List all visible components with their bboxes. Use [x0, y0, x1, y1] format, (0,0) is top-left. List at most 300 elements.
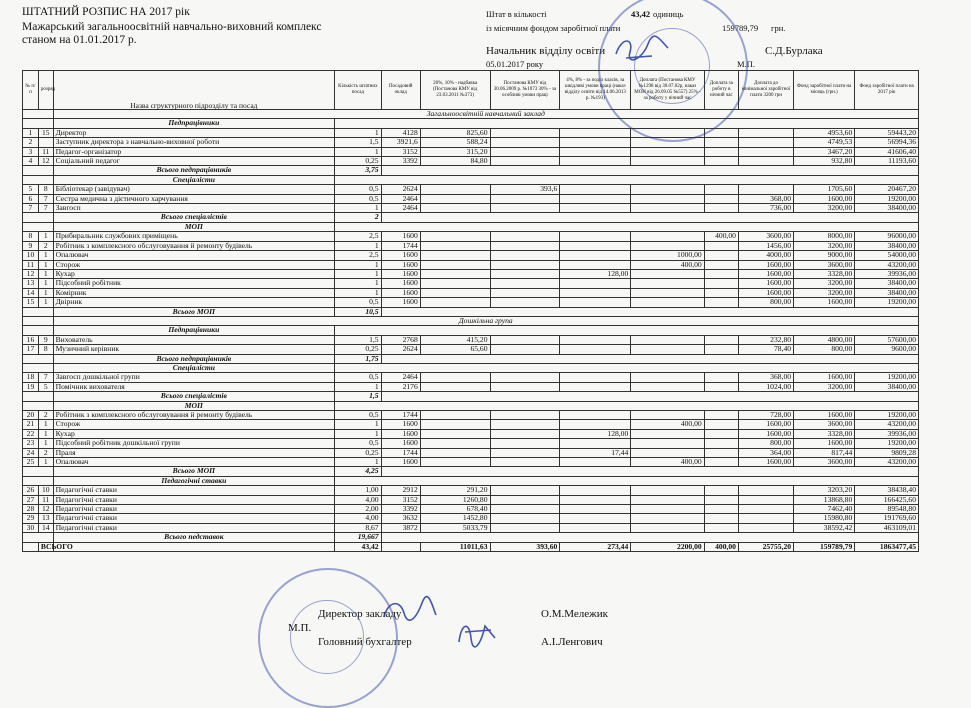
cell-minwage: 1024,00 [738, 382, 793, 391]
cell-grade: 1 [38, 458, 53, 467]
cell-night: 400,00 [631, 420, 704, 429]
cell-grade: 1 [38, 429, 53, 438]
cell-special [490, 382, 560, 391]
cell-position: Кухар [53, 269, 335, 278]
cell-minwage: 368,00 [738, 373, 793, 382]
cell-num: 19 [23, 382, 39, 391]
cell-night [631, 345, 704, 354]
cell-night: 2200,00 [631, 542, 704, 551]
cell-fund-month: 4953,60 [794, 128, 855, 137]
cell-minwage [738, 128, 793, 137]
cell-fund-month: 8000,00 [794, 232, 855, 241]
cell-count: 4,00 [335, 514, 382, 523]
cell-salary: 1600 [381, 269, 420, 278]
cell-fund-year: 9600,00 [855, 345, 919, 354]
cell-night [631, 204, 704, 213]
cell-count: 0,25 [335, 345, 382, 354]
cell-num: 9 [23, 241, 39, 250]
cell-count: 0,5 [335, 298, 382, 307]
table-row [23, 185, 919, 194]
cell-harmful [560, 279, 631, 288]
cell-fund-year: 19200,00 [855, 373, 919, 382]
cell-count: 1,5 [335, 335, 382, 344]
cell-night2 [704, 241, 738, 250]
cell-fund-month: 1600,00 [794, 194, 855, 203]
staff-schedule-table [22, 70, 919, 552]
table-row [23, 373, 919, 382]
cell-night [631, 523, 704, 532]
cell-num: 29 [23, 514, 39, 523]
table-row [23, 298, 919, 307]
col-header-harmful: 4%, 8% - за поділ класів, за шкідливі умови праці (наказ відділу освіти від 14.06.2013 р. №193) [560, 71, 631, 110]
cell-night2 [704, 260, 738, 269]
cell-special [490, 458, 560, 467]
section-row [23, 110, 919, 119]
cell-grade: 1 [38, 288, 53, 297]
cell-special [490, 439, 560, 448]
cell-position: Вихователь [53, 335, 335, 344]
blank-cell [23, 533, 54, 542]
cell-grade: 11 [38, 495, 53, 504]
cell-special [490, 429, 560, 438]
cell-num: 24 [23, 448, 39, 457]
cell-night: 400,00 [631, 260, 704, 269]
cell-num: 25 [23, 458, 39, 467]
cell-night2 [704, 204, 738, 213]
signature-director [380, 595, 440, 625]
cell-salary: 1600 [381, 251, 420, 260]
section-label: МОП [53, 222, 335, 231]
cell-special [490, 269, 560, 278]
cell-num: 22 [23, 429, 39, 438]
cell-minwage: 1600,00 [738, 288, 793, 297]
cell-salary: 1744 [381, 241, 420, 250]
cell-grade: 1 [38, 232, 53, 241]
cell-position: Педагогічні ставки [53, 495, 335, 504]
cell-night2: 400,00 [704, 542, 738, 551]
cell-count: 1 [335, 260, 382, 269]
grand-total-row [23, 542, 919, 551]
cell-night [631, 269, 704, 278]
cell-num: 20 [23, 411, 39, 420]
cell-fund-year: 20467,20 [855, 185, 919, 194]
blank-cell [23, 316, 54, 325]
cell-fund-year: 166425,60 [855, 495, 919, 504]
cell-num: 11 [23, 260, 39, 269]
cell-fund-month: 1600,00 [794, 373, 855, 382]
cell-num: 18 [23, 373, 39, 382]
subtotal-label: Всього спеціалістів [53, 392, 335, 401]
cell-position: Педагог-організатор [53, 147, 335, 156]
cell-bonus [420, 194, 490, 203]
section-label: МОП [53, 401, 335, 410]
cell-bonus: 315,20 [420, 147, 490, 156]
cell-minwage: 1600,00 [738, 279, 793, 288]
subtotal-row [23, 166, 919, 175]
cell-special [490, 157, 560, 166]
cell-position: Праля [53, 448, 335, 457]
cell-grade: 8 [38, 185, 53, 194]
cell-minwage [738, 157, 793, 166]
cell-num: 5 [23, 185, 39, 194]
cell-position: Опалювач [53, 458, 335, 467]
cell-grade: 5 [38, 382, 53, 391]
cell-harmful [560, 185, 631, 194]
subtotal-count: 19,667 [335, 533, 382, 542]
cell-fund-year: 43200,00 [855, 260, 919, 269]
col-header-special: Постанова КМУ від 30.06.2009 р. №1073 30% - за особливі умови праці [490, 71, 560, 110]
blank-cell [335, 119, 919, 128]
cell-grade: 11 [38, 147, 53, 156]
cell-night [631, 382, 704, 391]
cell-grade: 7 [38, 373, 53, 382]
cell-harmful [560, 373, 631, 382]
cell-harmful [560, 204, 631, 213]
subsection-row [23, 326, 919, 335]
cell-minwage: 1456,00 [738, 241, 793, 250]
cell-harmful [560, 411, 631, 420]
cell-salary: 2624 [381, 185, 420, 194]
cell-fund-year: 57600,00 [855, 335, 919, 344]
cell-minwage [738, 523, 793, 532]
cell-grade: 1 [38, 279, 53, 288]
cell-fund-year: 19200,00 [855, 298, 919, 307]
cell-salary: 2624 [381, 345, 420, 354]
cell-harmful: 17,44 [560, 448, 631, 457]
blank-cell [23, 307, 54, 316]
col-header-count: Кількість штатних посад [335, 71, 382, 110]
cell-num: 21 [23, 420, 39, 429]
cell-harmful [560, 251, 631, 260]
cell-night2 [704, 335, 738, 344]
subtotal-row [23, 467, 919, 476]
cell-minwage: 728,00 [738, 411, 793, 420]
cell-harmful [560, 458, 631, 467]
cell-fund-month: 3200,00 [794, 288, 855, 297]
cell-salary: 2464 [381, 373, 420, 382]
document-title: ШТАТНИЙ РОЗПИС НА 2017 рік [22, 6, 190, 18]
cell-position: Педагогічні ставки [53, 514, 335, 523]
cell-special [490, 260, 560, 269]
cell-grade: 8 [38, 345, 53, 354]
cell-salary: 1600 [381, 260, 420, 269]
cell-night [631, 147, 704, 156]
cell-harmful [560, 505, 631, 514]
cell-harmful [560, 194, 631, 203]
cell-night2 [704, 458, 738, 467]
cell-position: Директор [53, 128, 335, 137]
cell-position: Педагогічні ставки [53, 523, 335, 532]
cell-num: 10 [23, 251, 39, 260]
cell-special [490, 420, 560, 429]
table-row [23, 514, 919, 523]
cell-count: 2,00 [335, 505, 382, 514]
cell-salary: 4128 [381, 128, 420, 137]
cell-bonus: 825,60 [420, 128, 490, 137]
cell-fund-month: 3200,00 [794, 204, 855, 213]
cell-special [490, 373, 560, 382]
cell-fund-month: 1600,00 [794, 439, 855, 448]
cell-minwage: 736,00 [738, 204, 793, 213]
cell-grade: 14 [38, 523, 53, 532]
cell-special [490, 514, 560, 523]
cell-fund-month: 3200,00 [794, 382, 855, 391]
cell-salary: 2464 [381, 204, 420, 213]
cell-night2 [704, 411, 738, 420]
cell-grade: 1 [38, 260, 53, 269]
cell-fund-month: 15980,80 [794, 514, 855, 523]
cell-grade: 9 [38, 335, 53, 344]
cell-minwage [738, 486, 793, 495]
col-header-grade: розряд [38, 71, 53, 110]
cell-fund-year: 9809,28 [855, 448, 919, 457]
accountant-label: Головний бухгалтер [318, 636, 412, 648]
cell-fund-month: 817,44 [794, 448, 855, 457]
table-row [23, 439, 919, 448]
cell-num: 28 [23, 505, 39, 514]
cell-night [631, 298, 704, 307]
cell-salary: 1600 [381, 439, 420, 448]
cell-count: 0,25 [335, 157, 382, 166]
cell-night2 [704, 429, 738, 438]
cell-fund-month: 38592,42 [794, 523, 855, 532]
cell-salary: 3921,6 [381, 138, 420, 147]
cell-grade: 15 [38, 128, 53, 137]
cell-night2: 400,00 [704, 232, 738, 241]
head-label: Начальник відділу освіти [486, 45, 606, 57]
cell-position: Завгосп дошкільної групи [53, 373, 335, 382]
cell-night2 [704, 420, 738, 429]
cell-fund-year: 43200,00 [855, 458, 919, 467]
cell-night [631, 185, 704, 194]
cell-position: Підсобний робітник дошкільної групи [53, 439, 335, 448]
section-label: Спеціалісти [53, 363, 335, 372]
cell-fund-year: 89548,80 [855, 505, 919, 514]
cell-special: 393,6 [490, 185, 560, 194]
cell-position: Робітник з комплексного обслуговування й ремонту будівель [53, 241, 335, 250]
blank-cell [23, 354, 54, 363]
director-label: Директор закладу [318, 608, 402, 620]
cell-night [631, 288, 704, 297]
cell-minwage [738, 495, 793, 504]
table-row [23, 204, 919, 213]
cell-count: 1 [335, 204, 382, 213]
col-header-night: Доплата (Постанова КМУ №1298 від 30.07.02р, наказ МОН від 26.09.05 №557) 25% - за роботу у нічний час [631, 71, 704, 110]
cell-position: Сторож [53, 260, 335, 269]
cell-bonus [420, 185, 490, 194]
cell-count: 2,5 [335, 232, 382, 241]
cell-special [490, 138, 560, 147]
cell-fund-month: 7462,40 [794, 505, 855, 514]
cell-special [490, 448, 560, 457]
cell-harmful [560, 298, 631, 307]
blank-cell [23, 467, 54, 476]
cell-bonus [420, 279, 490, 288]
subtotal-count: 4,25 [335, 467, 382, 476]
cell-harmful [560, 232, 631, 241]
cell-night2 [704, 128, 738, 137]
cell-bonus [420, 448, 490, 457]
cell-harmful [560, 495, 631, 504]
col-header-num: № п/п [23, 71, 39, 110]
cell-count: 1,5 [335, 138, 382, 147]
col-header-fund-month: Фонд заробітної плати на місяць (грн.) [794, 71, 855, 110]
section-label: Загальноосвітній навчальний заклад [53, 110, 918, 119]
cell-salary: 2768 [381, 335, 420, 344]
cell-position: Двірник [53, 298, 335, 307]
cell-fund-year: 54000,00 [855, 251, 919, 260]
cell-night2 [704, 495, 738, 504]
cell-harmful [560, 514, 631, 523]
cell-grade: 12 [38, 157, 53, 166]
section-label: Спеціалісти [53, 175, 335, 184]
cell-night [631, 194, 704, 203]
cell-special [490, 241, 560, 250]
date-line: станом на 01.01.2017 р. [22, 34, 137, 46]
table-row [23, 420, 919, 429]
table-row [23, 345, 919, 354]
cell-minwage [738, 138, 793, 147]
cell-position: Комірник [53, 288, 335, 297]
cell-fund-month: 800,00 [794, 345, 855, 354]
cell-num: 2 [23, 138, 39, 147]
subtotal-row [23, 213, 919, 222]
cell-bonus: 65,60 [420, 345, 490, 354]
col-header-fund-year: Фонд заробітної плати на 2017 рік [855, 71, 919, 110]
cell-night [631, 138, 704, 147]
cell-minwage: 800,00 [738, 298, 793, 307]
cell-num: 16 [23, 335, 39, 344]
table-row [23, 523, 919, 532]
staff-value: 43,42 [631, 9, 651, 19]
cell-minwage: 4000,00 [738, 251, 793, 260]
cell-night2 [704, 279, 738, 288]
blank-cell [23, 326, 54, 335]
cell-position: Кухар [53, 429, 335, 438]
cell-fund-month: 3467,20 [794, 147, 855, 156]
cell-fund-month: 9000,00 [794, 251, 855, 260]
cell-grade: 1 [38, 269, 53, 278]
cell-count: 8,67 [335, 523, 382, 532]
cell-harmful [560, 382, 631, 391]
cell-salary: 3392 [381, 157, 420, 166]
cell-minwage: 1600,00 [738, 458, 793, 467]
cell-harmful [560, 138, 631, 147]
cell-special [490, 147, 560, 156]
blank-cell [381, 392, 918, 401]
cell-grade [38, 138, 53, 147]
cell-num: 13 [23, 279, 39, 288]
cell-count: 0,5 [335, 373, 382, 382]
blank-cell [381, 467, 918, 476]
cell-count: 1 [335, 382, 382, 391]
cell-harmful [560, 241, 631, 250]
cell-special [490, 335, 560, 344]
cell-minwage: 25755,20 [738, 542, 793, 551]
cell-salary: 2912 [381, 486, 420, 495]
cell-night2 [704, 448, 738, 457]
blank-cell [23, 110, 54, 119]
cell-salary [381, 542, 420, 551]
cell-night2 [704, 251, 738, 260]
cell-special [490, 279, 560, 288]
cell-grade: 13 [38, 514, 53, 523]
cell-grade: 7 [38, 194, 53, 203]
cell-grade: ВСЬОГО [38, 542, 53, 551]
cell-count: 1,00 [335, 486, 382, 495]
cell-grade: 1 [38, 298, 53, 307]
cell-salary: 3872 [381, 523, 420, 532]
cell-fund-month: 3328,00 [794, 269, 855, 278]
cell-grade: 1 [38, 251, 53, 260]
cell-fund-month: 1705,60 [794, 185, 855, 194]
cell-harmful [560, 523, 631, 532]
cell-fund-month: 3600,00 [794, 420, 855, 429]
cell-fund-month: 932,80 [794, 157, 855, 166]
cell-special [490, 298, 560, 307]
cell-fund-month: 3328,00 [794, 429, 855, 438]
cell-num: 15 [23, 298, 39, 307]
cell-position: Опалювач [53, 251, 335, 260]
cell-harmful [560, 288, 631, 297]
cell-count: 1 [335, 288, 382, 297]
cell-night [631, 439, 704, 448]
cell-salary: 3152 [381, 147, 420, 156]
cell-count: 0,5 [335, 194, 382, 203]
cell-count: 1 [335, 420, 382, 429]
cell-count: 1 [335, 128, 382, 137]
subtotal-label: Всього МОП [53, 307, 335, 316]
cell-position: Завгосп [53, 204, 335, 213]
cell-salary: 1600 [381, 279, 420, 288]
cell-bonus [420, 232, 490, 241]
cell-harmful [560, 260, 631, 269]
cell-fund-month: 4749,53 [794, 138, 855, 147]
official-stamp-bottom-inner [290, 600, 364, 674]
cell-bonus: 588,24 [420, 138, 490, 147]
cell-fund-month: 3200,00 [794, 279, 855, 288]
cell-count: 0,25 [335, 448, 382, 457]
subtotal-label: Всього педпрацівників [53, 166, 335, 175]
cell-position: Сестра медична з дієтичного харчування [53, 194, 335, 203]
cell-minwage [738, 505, 793, 514]
cell-salary: 2464 [381, 194, 420, 203]
cell-minwage: 1600,00 [738, 269, 793, 278]
table-row [23, 279, 919, 288]
subtotal-count: 1,75 [335, 354, 382, 363]
table-row [23, 232, 919, 241]
subsection-row [23, 119, 919, 128]
cell-grade: 12 [38, 505, 53, 514]
cell-night [631, 128, 704, 137]
table-header-row [23, 71, 919, 110]
cell-harmful [560, 128, 631, 137]
cell-minwage [738, 185, 793, 194]
cell-special [490, 128, 560, 137]
cell-fund-month: 1600,00 [794, 298, 855, 307]
cell-num: 1 [23, 128, 39, 137]
cell-fund-year: 56994,36 [855, 138, 919, 147]
col-header-night2: Доплата за роботу в нічний час [704, 71, 738, 110]
cell-salary: 1744 [381, 411, 420, 420]
cell-num: 4 [23, 157, 39, 166]
cell-special [490, 251, 560, 260]
cell-salary: 1600 [381, 232, 420, 241]
cell-bonus [420, 411, 490, 420]
cell-bonus: 415,20 [420, 335, 490, 344]
cell-bonus [420, 458, 490, 467]
cell-bonus: 291,20 [420, 486, 490, 495]
